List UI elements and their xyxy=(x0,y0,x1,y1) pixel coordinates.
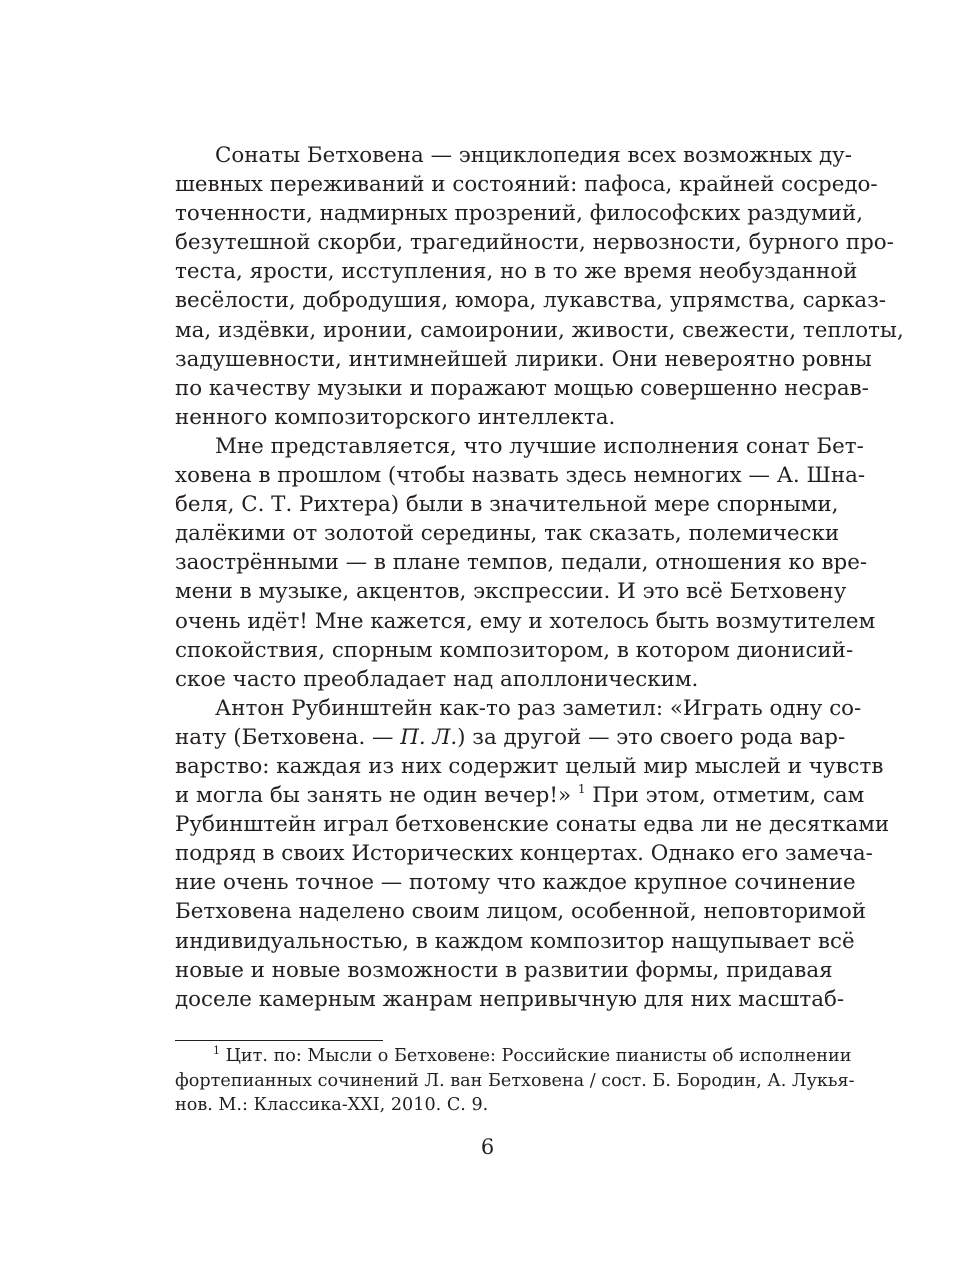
text-line: Мне представляется, что лучшие исполнения сонат Бет- xyxy=(215,433,864,459)
text-line: теста, ярости, исступления, но в то же время необузданной xyxy=(175,259,858,285)
footnote-line: нов. М.: Классика-XXI, 2010. С. 9. xyxy=(175,1095,489,1115)
text-segment: и могла бы занять не один вечер!» xyxy=(175,783,578,809)
footnote-mark: 1 xyxy=(213,1044,220,1057)
text-line: шевных переживаний и состояний: пафоса, крайней сосредо- xyxy=(175,172,878,198)
footnote-line: фортепианных сочинений Л. ван Бетховена / сост. Б. Бородин, А. Лукья- xyxy=(175,1070,855,1091)
text-line: очень идёт! Мне кажется, ему и хотелось быть возмутителем xyxy=(175,608,876,634)
text-line: заострёнными — в плане темпов, педали, отношения ко вре- xyxy=(175,550,868,576)
text-line: по качеству музыки и поражают мощью совершенно несрав- xyxy=(175,375,869,401)
text-line: спокойствия, спорным композитором, в котором дионисий- xyxy=(175,637,854,663)
paragraph-1 xyxy=(175,141,904,432)
text-line xyxy=(175,723,846,752)
text-segment: нату (Бетховена. — xyxy=(175,724,401,750)
text-line: безутешной скорби, трагедийности, нервозности, бурного про- xyxy=(175,230,894,256)
author-initials: П. Л. xyxy=(400,724,458,750)
text-line: подряд в своих Исторических концертах. Однако его замеча- xyxy=(175,841,873,867)
text-line: ненного композиторского интеллекта. xyxy=(175,404,616,430)
footnote xyxy=(175,1044,855,1118)
text-line: Антон Рубинштейн как-то раз заметил: «Играть одну со- xyxy=(215,695,862,721)
footnote-line xyxy=(175,1044,852,1069)
text-line: Рубинштейн играл бетховенские сонаты едва ли не десятками xyxy=(175,812,890,838)
footnote-text: Цит. по: Мысли о Бетховене: Российские пианисты об исполнении xyxy=(220,1046,852,1066)
text-line: мени в музыке, акцентов, экспрессии. И это всё Бетховену xyxy=(175,579,847,605)
text-line: ское часто преобладает над аполлоническим. xyxy=(175,666,699,692)
footnote-reference: 1 xyxy=(577,782,586,797)
paragraph-2 xyxy=(175,432,876,694)
text-line: ма, издёвки, иронии, самоиронии, живости, свежести, теплоты, xyxy=(175,317,904,343)
text-line: задушевности, интимнейшей лирики. Они невероятно ровны xyxy=(175,346,872,372)
text-line: Сонаты Бетховена — энциклопедия всех возможных ду- xyxy=(215,143,852,168)
main-text xyxy=(175,141,904,1014)
paragraph-3 xyxy=(175,694,890,1014)
text-line: варство: каждая из них содержит целый мир мыслей и чувств xyxy=(175,753,884,779)
text-line: доселе камерным жанрам непривычную для них масштаб- xyxy=(175,986,845,1012)
text-segment: При этом, отметим, сам xyxy=(585,783,865,809)
footnote-divider xyxy=(175,1040,383,1041)
text-line: далёкими от золотой середины, так сказать, полемически xyxy=(175,521,840,547)
text-segment: ) за другой — это своего рода вар- xyxy=(457,724,846,750)
text-line: новые и новые возможности в развитии формы, придавая xyxy=(175,957,833,983)
text-line xyxy=(175,781,865,810)
text-line: Бетховена наделено своим лицом, особенной, неповторимой xyxy=(175,899,867,925)
text-line: точенности, надмирных прозрений, философских раздумий, xyxy=(175,201,864,227)
page-number: 6 xyxy=(480,1135,495,1159)
text-line: ховена в прошлом (чтобы назвать здесь немногих — А. Шна- xyxy=(175,463,866,489)
text-line: весёлости, добродушия, юмора, лукавства, упрямства, сарказ- xyxy=(175,288,887,314)
text-line: ние очень точное — потому что каждое крупное сочинение xyxy=(175,870,856,896)
text-line: индивидуальностью, в каждом композитор нащупывает всё xyxy=(175,928,855,954)
text-line: беля, С. Т. Рихтера) были в значительной мере спорными, xyxy=(175,492,839,518)
